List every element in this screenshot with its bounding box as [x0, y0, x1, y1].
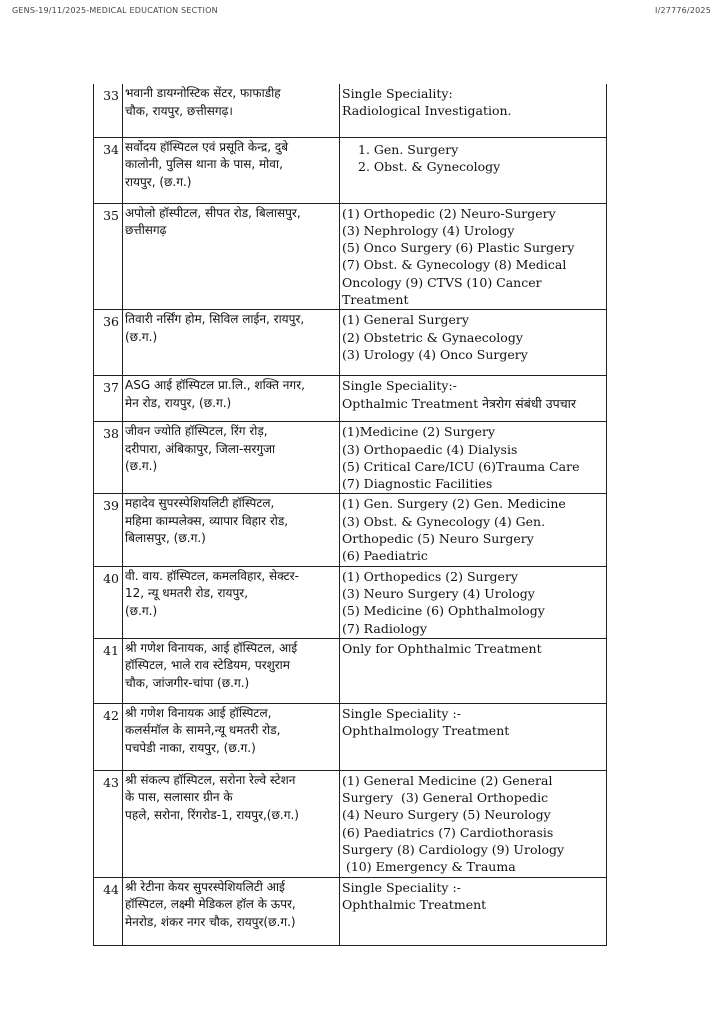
speciality-line: Single Speciality :- — [342, 705, 461, 721]
speciality-item: 2. Obst. & Gynecology — [358, 158, 501, 174]
speciality-line: (3) Orthopaedic (4) Dialysis — [342, 441, 518, 457]
serial-number-cell: 39 — [94, 494, 123, 566]
speciality-line: (5) Critical Care/ICU (6)Trauma Care — [342, 458, 580, 474]
hospital-address-line: छत्तीसगढ़ — [125, 223, 167, 237]
hospital-address-line: भवानी डायग्नोस्टिक सेंटर, फाफाडीह — [125, 86, 281, 100]
speciality-line: Single Speciality: — [342, 86, 453, 101]
specialities-cell — [340, 703, 607, 770]
specialities-cell — [340, 877, 607, 945]
speciality-line: (5) Onco Surgery (6) Plastic Surgery — [342, 240, 575, 256]
table-row — [94, 877, 607, 945]
speciality-line: (6) Paediatrics (7) Cardiothorasis — [342, 824, 554, 840]
table-row — [94, 376, 607, 422]
specialities-cell — [340, 770, 607, 877]
speciality-line: Treatment — [342, 291, 409, 307]
hospital-name-cell — [123, 638, 340, 703]
hospital-address-line: महिमा काम्पलेक्स, व्यापार विहार रोड, — [125, 513, 289, 528]
speciality-line: (7) Obst. & Gynecology (8) Medical — [342, 257, 567, 273]
table-row — [94, 422, 607, 494]
speciality-line: (7) Diagnostic Facilities — [342, 476, 493, 492]
specialities-cell — [340, 310, 607, 376]
serial-number-cell: 41 — [94, 638, 123, 703]
table-row — [94, 494, 607, 566]
hospital-name-cell — [123, 310, 340, 376]
hospital-address-line: सर्वोदय हॉस्पिटल एवं प्रसूति केन्द्र, दुबे — [125, 139, 289, 154]
speciality-line: Orthopedic (5) Neuro Surgery — [342, 531, 534, 547]
serial-number-cell: 34 — [94, 137, 123, 203]
specialities-list — [342, 141, 604, 175]
hospital-name-cell — [123, 84, 340, 137]
hospital-address-line: दरीपारा, अंबिकापुर, जिला-सरगुजा — [125, 441, 276, 456]
serial-number-cell: 38 — [94, 422, 123, 494]
speciality-line: (2) Obstetric & Gynaecology — [342, 329, 523, 345]
hospital-address-line: श्री रेटीना केयर सुपरस्पेशियलिटी आई — [125, 879, 285, 894]
specialities-cell — [340, 638, 607, 703]
hospital-address-line: (छ.ग.) — [125, 603, 158, 618]
hospital-name-cell — [123, 137, 340, 203]
hospital-name-cell — [123, 376, 340, 422]
specialities-cell — [340, 494, 607, 566]
serial-number-cell: 44 — [94, 877, 123, 945]
hospital-address-line: बिलासपुर, (छ.ग.) — [125, 531, 206, 546]
table-row — [94, 84, 607, 137]
table-row — [94, 310, 607, 376]
speciality-line: (1)Medicine (2) Surgery — [342, 424, 496, 440]
speciality-line: (10) Emergency & Trauma — [342, 859, 516, 875]
serial-number-cell: 42 — [94, 703, 123, 770]
table-row — [94, 703, 607, 770]
hospital-name-cell — [123, 203, 340, 310]
speciality-line: Radiological Investigation. — [342, 103, 512, 119]
hospital-address-line: पहले, सरोना, रिंगरोड-1, रायपुर,(छ.ग.) — [125, 807, 299, 822]
hospital-address-line: (छ.ग.) — [125, 329, 158, 344]
specialities-cell — [340, 203, 607, 310]
hospital-address-line: कलर्समॉल के सामने,न्यू धमतरी रोड, — [125, 723, 281, 738]
specialities-cell — [340, 376, 607, 422]
serial-number-cell: 37 — [94, 376, 123, 422]
speciality-line: Ophthalmology Treatment — [342, 723, 510, 739]
hospital-address-line: पचपेडी नाका, रायपुर, (छ.ग.) — [125, 740, 256, 755]
table-row — [94, 566, 607, 638]
specialities-cell — [340, 566, 607, 638]
speciality-line: Surgery (8) Cardiology (9) Urology — [342, 842, 565, 858]
serial-number-cell: 40 — [94, 566, 123, 638]
hospital-address-line: चौक, रायपुर, छत्तीसगढ़। — [125, 103, 233, 118]
document-header-right: I/27776/2025 — [655, 6, 711, 15]
hospital-address-line: तिवारी नर्सिंग होम, सिविल लाईन, रायपुर, — [125, 312, 305, 327]
speciality-line: (1) General Medicine (2) General — [342, 772, 553, 788]
hospital-address-line: श्री गणेश विनायक आई हॉस्पिटल, — [125, 705, 272, 720]
serial-number-cell: 33 — [94, 84, 123, 137]
hospital-address-line: के पास, सलासार ग्रीन के — [125, 790, 233, 805]
hospital-address-line: हॉस्पिटल, भाले राव स्टेडियम, परशुराम — [125, 658, 290, 673]
speciality-line: (3) Nephrology (4) Urology — [342, 222, 515, 238]
hospital-name-cell — [123, 422, 340, 494]
speciality-line: Ophthalmic Treatment — [342, 897, 487, 913]
serial-number-cell: 43 — [94, 770, 123, 877]
table-row — [94, 137, 607, 203]
hospital-address-line: रायपुर, (छ.ग.) — [125, 174, 192, 189]
speciality-line: (4) Neuro Surgery (5) Neurology — [342, 807, 551, 823]
hospital-address-line: वी. वाय. हॉस्पिटल, कमलविहार, सेक्टर- — [125, 568, 299, 583]
serial-number-cell: 35 — [94, 203, 123, 310]
speciality-line: (1) General Surgery — [342, 312, 469, 328]
hospital-name-cell — [123, 770, 340, 877]
speciality-line: (3) Urology (4) Onco Surgery — [342, 346, 528, 362]
hospital-address-line: अपोलो हॉस्पीटल, सीपत रोड, बिलासपुर, — [125, 205, 301, 220]
speciality-line: (1) Orthopedic (2) Neuro-Surgery — [342, 205, 556, 221]
table-row — [94, 638, 607, 703]
hospital-address-line: (छ.ग.) — [125, 459, 158, 474]
speciality-item: 1. Gen. Surgery — [358, 141, 459, 157]
hospital-address-line: कालोनी, पुलिस थाना के पास, मोवा, — [125, 157, 283, 171]
speciality-line: (6) Paediatric — [342, 548, 428, 564]
document-header-left: GENS-19/11/2025-MEDICAL EDUCATION SECTION — [12, 6, 218, 15]
speciality-line: Single Speciality:- — [342, 378, 457, 394]
hospital-address-line: मेनरोड, शंकर नगर चौक, रायपुर(छ.ग.) — [125, 914, 296, 929]
hospital-address-line: श्री गणेश विनायक, आई हॉस्पिटल, आई — [125, 640, 298, 655]
hospital-table — [93, 84, 607, 946]
speciality-line: Single Speciality :- — [342, 879, 461, 895]
table-row — [94, 203, 607, 310]
hospital-name-cell — [123, 566, 340, 638]
hospital-address-line: जीवन ज्योति हॉस्पिटल, रिंग रोड़, — [125, 424, 268, 439]
hospital-address-line: महादेव सुपरस्पेशियलिटी हॉस्पिटल, — [125, 496, 275, 511]
hospital-name-cell — [123, 703, 340, 770]
serial-number-cell: 36 — [94, 310, 123, 376]
specialities-cell — [340, 137, 607, 203]
specialities-cell — [340, 84, 607, 137]
speciality-line: (5) Medicine (6) Ophthalmology — [342, 603, 545, 619]
hospital-address-line: चौक, जांजगीर-चांपा (छ.ग.) — [125, 675, 250, 690]
speciality-line: Opthalmic Treatment नेत्ररोग संबंधी उपचार — [342, 395, 577, 411]
hospital-address-line: ASG आई हॉस्पिटल प्रा.लि., शक्ति नगर, — [125, 378, 305, 393]
hospital-name-cell — [123, 494, 340, 566]
table-row — [94, 770, 607, 877]
speciality-line: Only for Ophthalmic Treatment — [342, 640, 542, 656]
hospital-address-line: 12, न्यू धमतरी रोड, रायपुर, — [125, 586, 249, 601]
specialities-cell — [340, 422, 607, 494]
hospital-address-line: हॉस्पिटल, लक्ष्मी मेडिकल हॉल के ऊपर, — [125, 897, 296, 912]
speciality-line: (3) Neuro Surgery (4) Urology — [342, 585, 535, 601]
speciality-line: (1) Orthopedics (2) Surgery — [342, 568, 518, 584]
hospital-name-cell — [123, 877, 340, 945]
speciality-line: Oncology (9) CTVS (10) Cancer — [342, 274, 542, 290]
speciality-line: Surgery (3) General Orthopedic — [342, 790, 549, 806]
hospital-address-line: श्री संकल्प हॉस्पिटल, सरोना रेल्वे स्टेशन — [125, 772, 296, 787]
speciality-line: (3) Obst. & Gynecology (4) Gen. — [342, 513, 546, 529]
hospital-address-line: मेन रोड, रायपुर, (छ.ग.) — [125, 395, 232, 410]
speciality-line: (7) Radiology — [342, 620, 427, 636]
speciality-line: (1) Gen. Surgery (2) Gen. Medicine — [342, 496, 566, 512]
